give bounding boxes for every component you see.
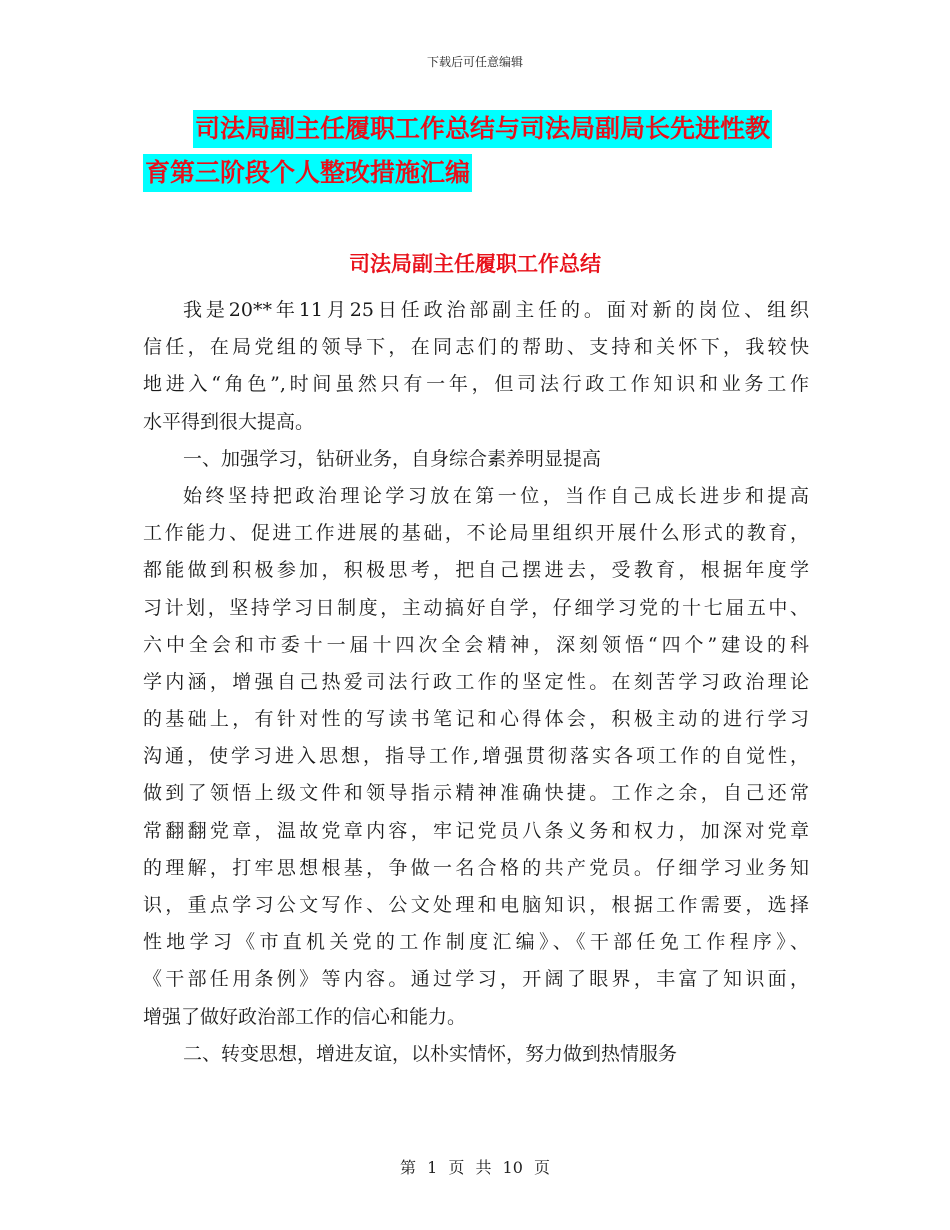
paragraph-line: 的基础上，有针对性的写读书笔记和心得体会，积极主动的进行学习 (143, 708, 809, 731)
paragraph-line: 做到了领悟上级文件和领导指示精神准确快捷。工作之余，自己还常 (143, 782, 809, 805)
paragraph-line: 工作能力、促进工作进展的基础，不论局里组织开展什么形式的教育， (143, 522, 809, 545)
paragraph-line: 增强了做好政治部工作的信心和能力。 (143, 1005, 467, 1028)
paragraph-line: 习计划，坚持学习日制度，主动搞好自学，仔细学习党的十七届五中、 (143, 596, 809, 619)
section-heading-2: 二、转变思想，增进友谊，以朴实情怀，努力做到热情服务 (183, 1042, 678, 1065)
section-title: 司法局副主任履职工作总结 (349, 252, 601, 276)
paragraph-line: 我是20**年11月25日任政治部副主任的。面对新的岗位、组织 (183, 299, 809, 321)
paragraph-line: 信任，在局党组的领导下，在同志们的帮助、支持和关怀下，我较快 (143, 336, 809, 359)
paragraph-line: 水平得到很大提高。 (143, 410, 315, 433)
page-footer: 第 1 页 共 10 页 (400, 1158, 550, 1177)
paragraph-line: 常翻翻党章，温故党章内容，牢记党员八条义务和权力，加深对党章 (143, 819, 809, 842)
paragraph-line: 《干部任用条例》等内容。通过学习，开阔了眼界，丰富了知识面， (143, 968, 809, 991)
paragraph-line: 沟通，使学习进入思想，指导工作,增强贯彻落实各项工作的自觉性， (143, 745, 809, 768)
paragraph-line: 始终坚持把政治理论学习放在第一位，当作自己成长进步和提高 (183, 484, 809, 507)
paragraph-line: 性地学习《市直机关党的工作制度汇编》、《干部任免工作程序》、 (143, 931, 809, 954)
body-text (143, 292, 809, 1073)
paragraph-line: 都能做到积极参加，积极思考，把自己摆进去，受教育，根据年度学 (143, 559, 809, 582)
document-title-line-2: 育第三阶段个人整改措施汇编 (143, 154, 472, 192)
paragraph-line: 六中全会和市委十一届十四次全会精神，深刻领悟“四个”建设的科 (143, 633, 809, 656)
section-heading-1: 一、加强学习，钻研业务，自身综合素养明显提高 (183, 447, 602, 470)
paragraph-line: 学内涵，增强自己热爱司法行政工作的坚定性。在刻苦学习政治理论 (143, 670, 809, 693)
header-note: 下载后可任意编辑 (426, 55, 523, 69)
paragraph-line: 地进入“角色”,时间虽然只有一年，但司法行政工作知识和业务工作 (143, 373, 809, 396)
paragraph-line: 的理解，打牢思想根基，争做一名合格的共产党员。仔细学习业务知 (143, 856, 809, 879)
paragraph-line: 识，重点学习公文写作、公文处理和电脑知识，根据工作需要，选择 (143, 894, 809, 916)
document-title-line-1: 司法局副主任履职工作总结与司法局副局长先进性教 (193, 110, 772, 148)
